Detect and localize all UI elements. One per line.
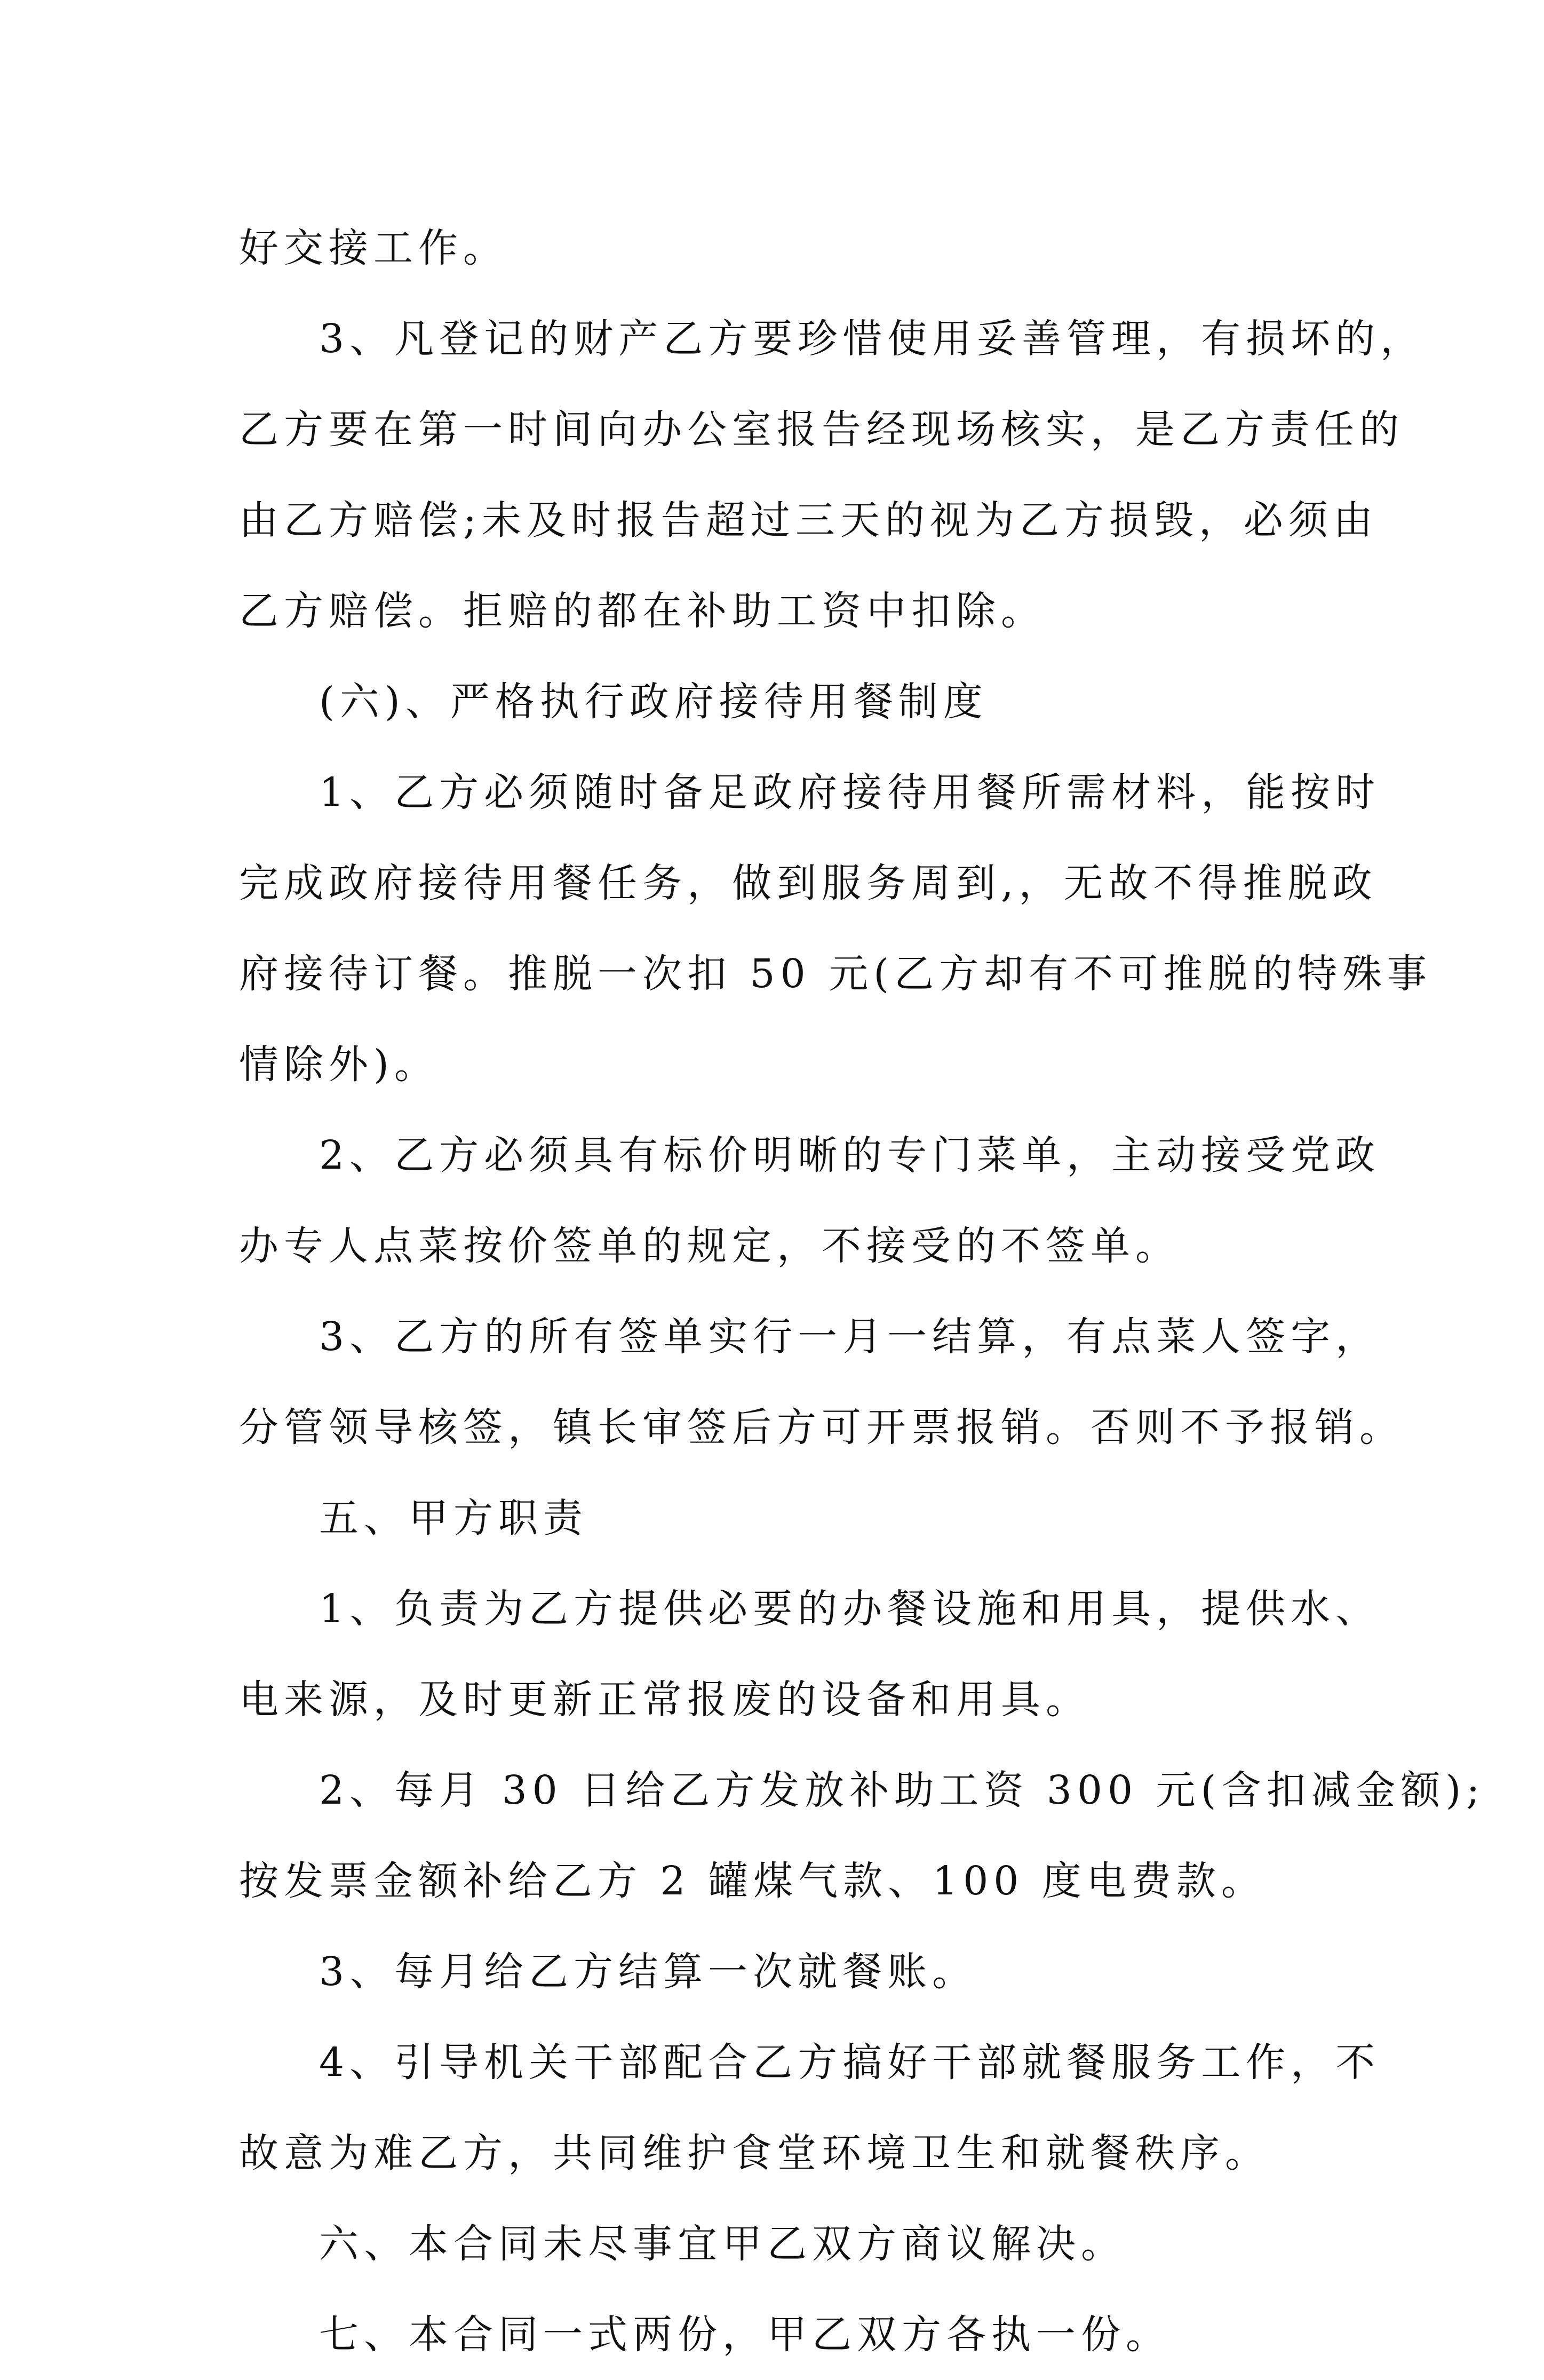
section-heading: 六、本合同未尽事宜甲乙双方商议解决。 [319,2221,1126,2267]
text-line: 4、引导机关干部配合乙方搞好干部就餐服务工作，不 [319,2040,1381,2085]
text-line: 情除外)。 [239,1042,439,1088]
text-line: 府接待订餐。推脱一次扣 50 元(乙方却有不可推脱的特殊事 [239,951,1432,997]
text-line: 完成政府接待用餐任务，做到服务周到,，无故不得推脱政 [239,860,1378,906]
text-line: 3、凡登记的财产乙方要珍惜使用妥善管理，有损坏的， [319,316,1426,362]
text-line: 3、乙方的所有签单实行一月一结算，有点菜人签字， [319,1314,1381,1360]
text-line: 乙方赔偿。拒赔的都在补助工资中扣除。 [239,588,1046,634]
text-line: 由乙方赔偿;未及时报告超过三天的视为乙方损毁，必须由 [239,497,1378,543]
text-line: 好交接工作。 [239,225,508,271]
text-line: 2、乙方必须具有标价明晰的专门菜单，主动接受党政 [319,1132,1381,1178]
text-line: 电来源，及时更新正常报废的设备和用具。 [239,1677,1091,1723]
text-line: 2、每月 30 日给乙方发放补助工资 300 元(含扣减金额); [319,1767,1485,1813]
text-line: 按发票金额补给乙方 2 罐煤气款、100 度电费款。 [239,1858,1266,1904]
text-line: 1、负责为乙方提供必要的办餐设施和用具，提供水、 [319,1586,1381,1632]
text-line: 故意为难乙方，共同维护食堂环境卫生和就餐秩序。 [239,2130,1270,2176]
text-line: 乙方要在第一时间向办公室报告经现场核实，是乙方责任的 [239,407,1404,453]
text-line: 3、每月给乙方结算一次就餐账。 [319,1949,977,1995]
section-heading: 七、本合同一式两份，甲乙双方各执一份。 [319,2312,1171,2358]
text-line: 分管领导核签，镇长审签后方可开票报销。否则不予报销。 [239,1405,1404,1450]
document-body [239,203,1485,2380]
text-line: 1、乙方必须随时备足政府接待用餐所需材料，能按时 [319,769,1381,815]
section-heading: (六)、严格执行政府接待用餐制度 [319,679,988,725]
text-line: 办专人点菜按价签单的规定，不接受的不签单。 [239,1223,1180,1269]
section-heading: 五、甲方职责 [319,1495,588,1541]
